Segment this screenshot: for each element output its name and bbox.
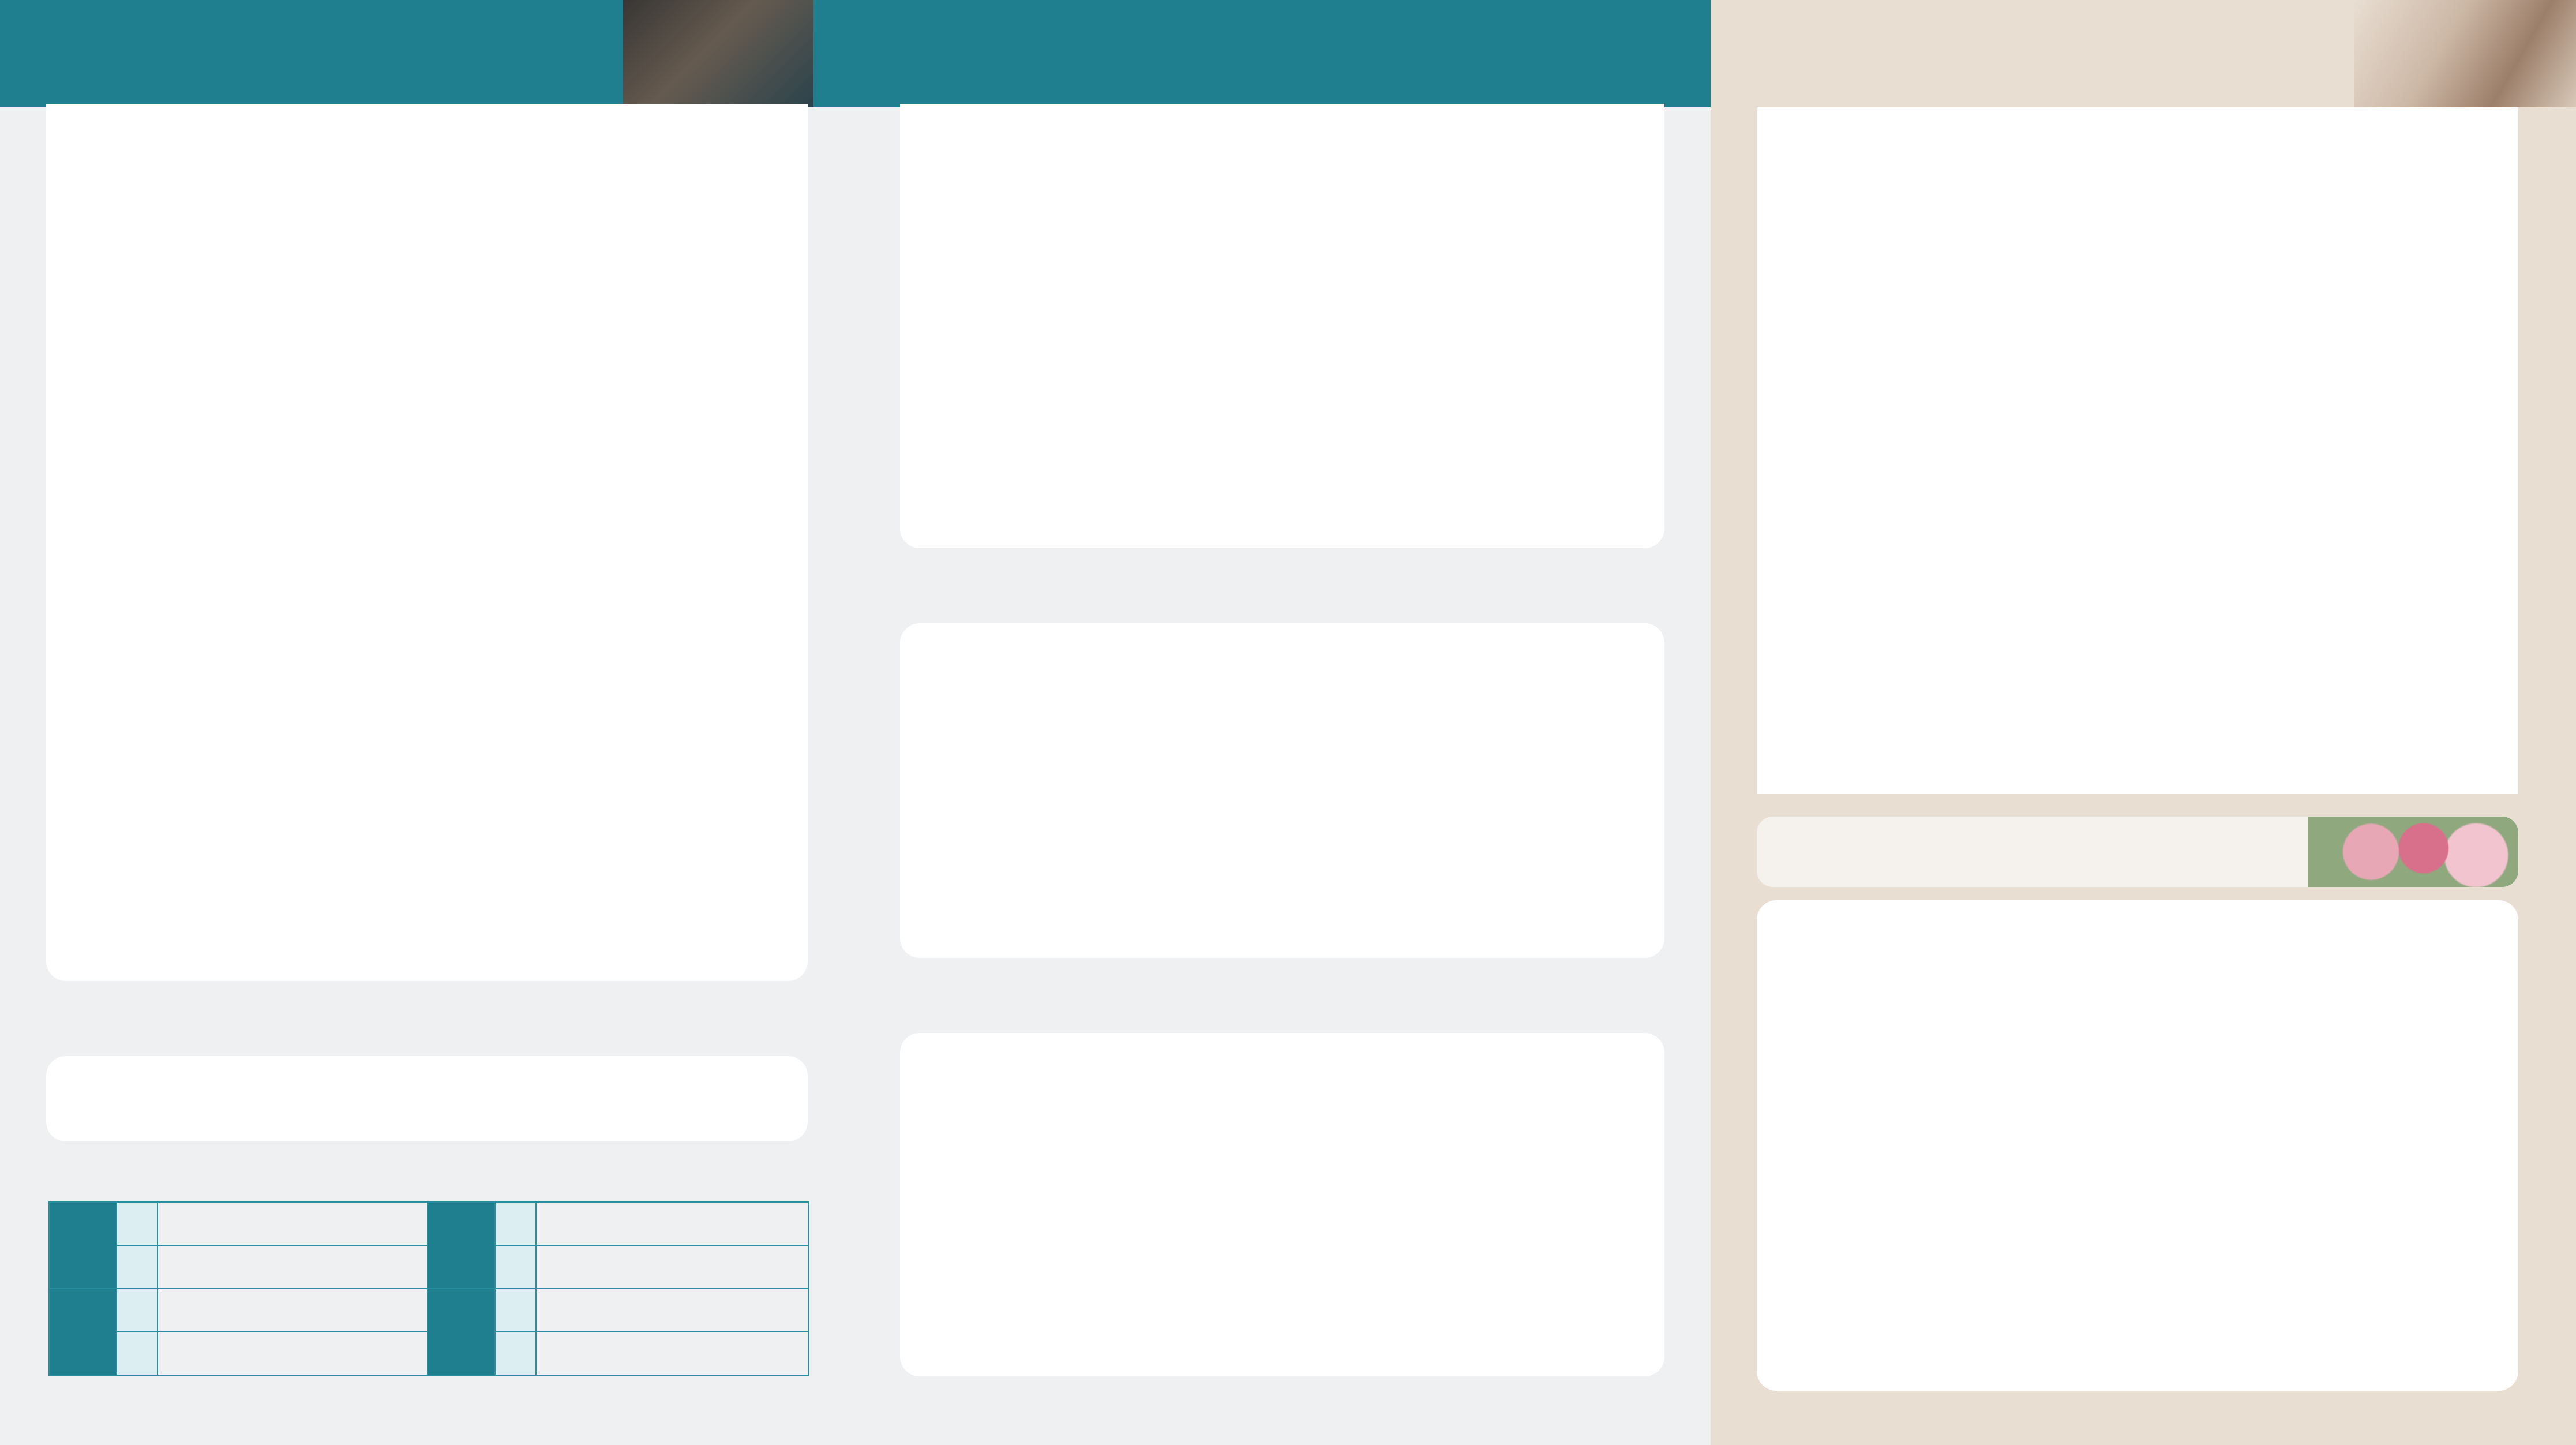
- sunday-order-card: [46, 104, 808, 981]
- this-week-service-label: [49, 1289, 117, 1375]
- meal-duty-next: [536, 1289, 808, 1332]
- offering-list-card: [1757, 900, 2518, 1391]
- dawn-prayer-card: [46, 1056, 808, 1141]
- meal-duty-now: [158, 1289, 428, 1332]
- cross-photo: [2354, 0, 2576, 107]
- offering-committee-label: [428, 1202, 495, 1289]
- sunday-praise-header: [860, 0, 1711, 107]
- offering-2nd-label: [495, 1245, 536, 1289]
- clean-duty-label: [117, 1332, 158, 1375]
- guide-committee-label: [49, 1202, 117, 1289]
- guide-1st-label: [117, 1202, 158, 1245]
- wednesday-card: [900, 623, 1664, 958]
- guide-2nd-label: [117, 1245, 158, 1289]
- flower-bouquet-photo: [2308, 817, 2518, 887]
- meal-duty-next-label: [495, 1289, 536, 1332]
- sermon-summary-card: [1757, 107, 2518, 794]
- guide-1st-members: [158, 1202, 428, 1245]
- guide-2nd-members: [158, 1245, 428, 1289]
- next-week-service-label: [428, 1289, 495, 1375]
- clean-duty-next: [536, 1332, 808, 1375]
- clean-duty-next-label: [495, 1332, 536, 1375]
- offering-2nd-members: [536, 1245, 808, 1289]
- sunday-service-header: [0, 0, 860, 107]
- praise-order-card: [900, 104, 1664, 548]
- praying-hands-photo: [623, 0, 813, 107]
- friday-card: [900, 1033, 1664, 1376]
- offering-1st-label: [495, 1202, 536, 1245]
- duty-table: [48, 1201, 809, 1376]
- clean-duty-now: [158, 1332, 428, 1375]
- offering-1st-members: [536, 1202, 808, 1245]
- meal-duty-label: [117, 1289, 158, 1332]
